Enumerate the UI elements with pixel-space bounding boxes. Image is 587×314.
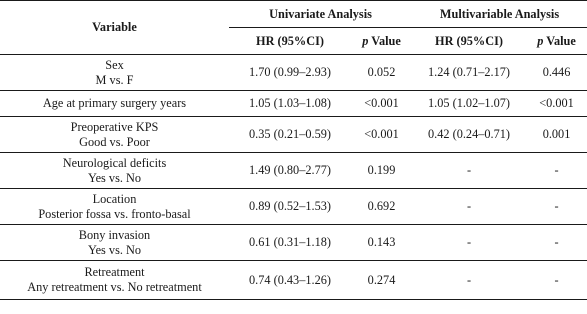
row-uni-p: 0.692 <box>367 199 396 213</box>
row-variable-name: Neurological deficits <box>62 155 167 170</box>
header-uni-p-italic: p <box>362 33 369 48</box>
row-multi-p: <0.001 <box>539 96 574 110</box>
header-variable: Variable <box>0 1 229 55</box>
row-multi-p: - <box>554 272 559 287</box>
row-multi-hr: 1.24 (0.71–2.17) <box>428 65 510 79</box>
row-multi-hr: 0.42 (0.24–0.71) <box>428 127 510 141</box>
row-variable-comparison: M vs. F <box>95 72 134 87</box>
row-uni-p: <0.001 <box>364 127 399 141</box>
header-uni-hr: HR (95%CI) <box>229 28 351 55</box>
row-variable-name: Age at primary surgery years <box>42 96 187 110</box>
row-multi-p: - <box>554 235 559 249</box>
row-variable-comparison: Good vs. Poor <box>79 134 150 149</box>
row-variable <box>0 117 229 153</box>
row-variable-name: Sex <box>105 57 124 72</box>
row-variable <box>0 261 229 300</box>
row-variable <box>0 153 229 189</box>
row-variable <box>0 225 229 261</box>
row-multi-hr: 1.05 (1.02–1.07) <box>428 96 510 110</box>
header-multivariable: Multivariable Analysis <box>412 1 587 28</box>
table-row <box>0 91 587 117</box>
table-row <box>0 261 587 300</box>
row-variable-name: Location <box>92 191 137 206</box>
row-uni-p: <0.001 <box>364 96 399 110</box>
row-uni-hr: 0.61 (0.31–1.18) <box>249 235 331 249</box>
table-row <box>0 189 587 225</box>
header-multi-p-rest: Value <box>543 33 576 48</box>
header-multi-hr: HR (95%CI) <box>412 28 526 55</box>
row-multi-hr: - <box>466 272 472 287</box>
row-uni-p: 0.274 <box>367 272 396 287</box>
table-row <box>0 225 587 261</box>
row-variable-comparison: Yes vs. No <box>87 242 142 257</box>
row-multi-p: 0.001 <box>542 127 571 141</box>
row-multi-p: - <box>554 199 559 213</box>
header-univariate: Univariate Analysis <box>229 1 412 28</box>
row-variable-name: Preoperative KPS <box>70 119 159 134</box>
row-multi-p: - <box>554 163 559 177</box>
row-multi-hr: - <box>466 163 472 177</box>
table-row <box>0 117 587 153</box>
row-variable-name: Retreatment <box>84 265 145 279</box>
row-variable <box>0 55 229 91</box>
row-multi-p: 0.446 <box>542 65 571 79</box>
row-uni-hr: 1.05 (1.03–1.08) <box>249 96 331 110</box>
row-variable-comparison: Yes vs. No <box>87 170 142 185</box>
header-uni-p <box>351 28 412 55</box>
row-variable <box>0 189 229 225</box>
row-uni-hr: 1.70 (0.99–2.93) <box>249 65 331 79</box>
header-multi-p <box>526 28 587 55</box>
row-uni-hr: 0.89 (0.52–1.53) <box>249 199 331 213</box>
row-uni-p: 0.143 <box>367 235 396 249</box>
row-uni-p: 0.052 <box>367 65 396 79</box>
table-row <box>0 153 587 189</box>
row-uni-hr: 0.74 (0.43–1.26) <box>249 272 331 287</box>
row-variable-name: Bony invasion <box>78 227 151 242</box>
header-multi-p-italic: p <box>537 33 544 48</box>
row-uni-hr: 0.35 (0.21–0.59) <box>249 127 331 141</box>
row-variable-comparison: Any retreatment vs. No retreatment <box>27 280 202 294</box>
table-row <box>0 55 587 91</box>
row-uni-hr: 1.49 (0.80–2.77) <box>249 163 331 177</box>
row-multi-hr: - <box>466 199 472 213</box>
row-multi-hr: - <box>466 235 472 249</box>
row-uni-p: 0.199 <box>367 163 396 177</box>
row-variable-comparison: Posterior fossa vs. fronto-basal <box>38 206 191 221</box>
header-uni-p-rest: Value <box>368 33 401 48</box>
